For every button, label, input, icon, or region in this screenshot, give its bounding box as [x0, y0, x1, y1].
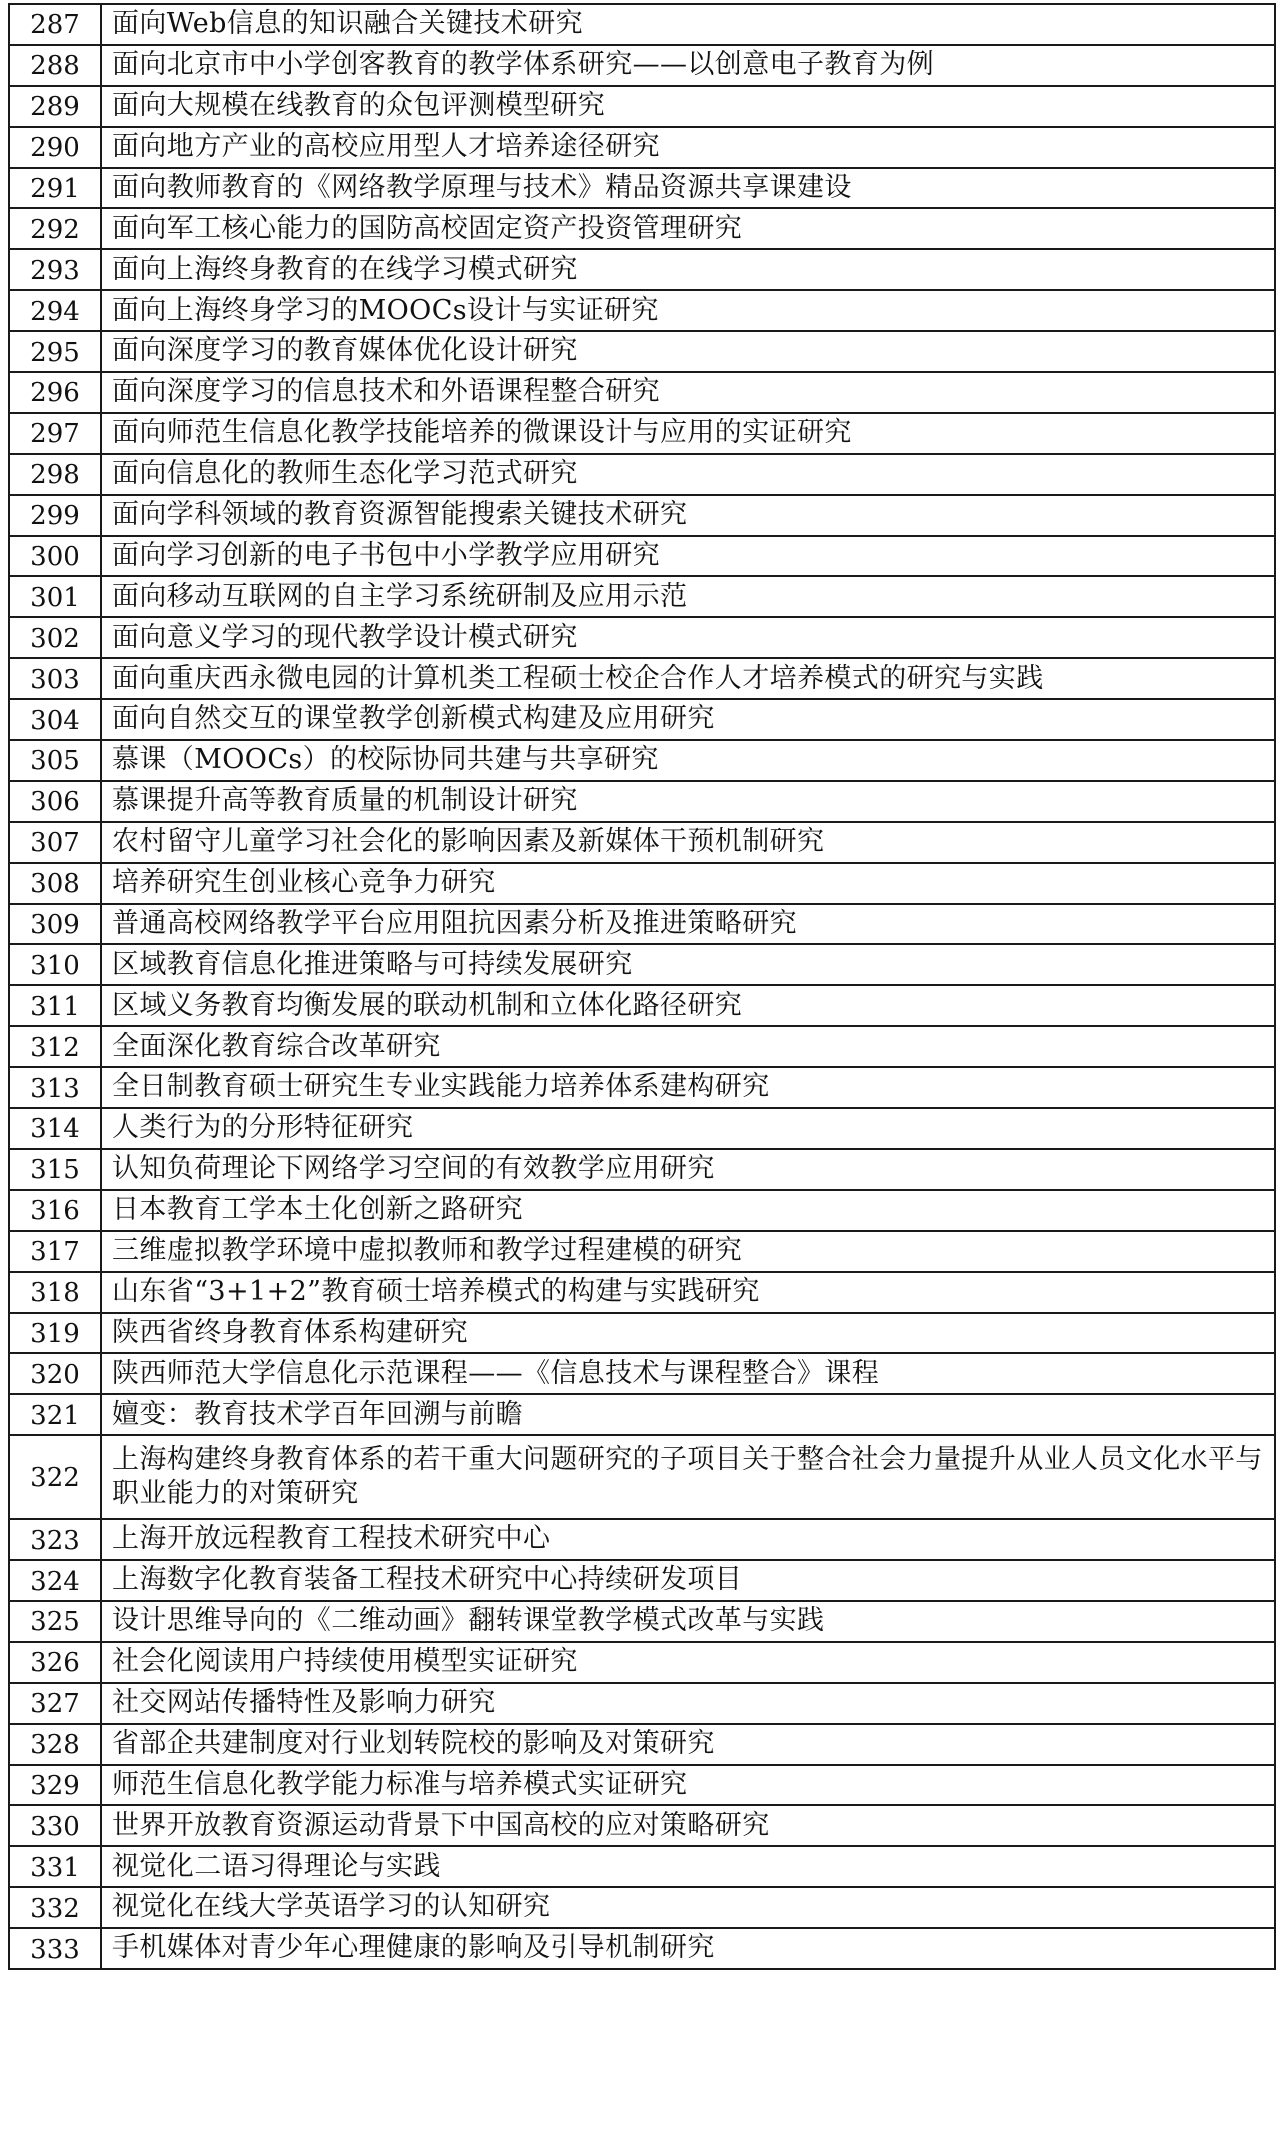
table-row — [9, 1394, 1275, 1435]
table-row — [9, 740, 1275, 781]
table-row — [9, 86, 1275, 127]
row-number-cell: 305 — [9, 740, 101, 781]
table-row — [9, 249, 1275, 290]
table-row — [9, 1560, 1275, 1601]
project-title-cell: 面向重庆西永微电园的计算机类工程硕士校企合作人才培养模式的研究与实践 — [101, 658, 1275, 699]
table-row — [9, 1683, 1275, 1724]
project-title-cell: 面向学科领域的教育资源智能搜索关键技术研究 — [101, 495, 1275, 536]
table-row — [9, 536, 1275, 577]
project-title-cell: 面向上海终身教育的在线学习模式研究 — [101, 249, 1275, 290]
project-title-cell: 上海构建终身教育体系的若干重大问题研究的子项目关于整合社会力量提升从业人员文化水平与职业能力的对策研究 — [101, 1435, 1275, 1519]
row-number-cell: 313 — [9, 1067, 101, 1108]
table-row — [9, 863, 1275, 904]
row-number-cell: 297 — [9, 413, 101, 454]
project-title-cell: 手机媒体对青少年心理健康的影响及引导机制研究 — [101, 1928, 1275, 1969]
row-number-cell: 304 — [9, 699, 101, 740]
row-number-cell: 306 — [9, 781, 101, 822]
row-number-cell: 310 — [9, 944, 101, 985]
row-number-cell: 316 — [9, 1190, 101, 1231]
table-row — [9, 290, 1275, 331]
row-number-cell: 292 — [9, 208, 101, 249]
table-row — [9, 1190, 1275, 1231]
project-title-cell: 面向教师教育的《网络教学原理与技术》精品资源共享课建设 — [101, 168, 1275, 209]
row-number-cell: 291 — [9, 168, 101, 209]
row-number-cell: 326 — [9, 1642, 101, 1683]
table-row — [9, 1313, 1275, 1354]
table-row — [9, 1435, 1275, 1519]
row-number-cell: 312 — [9, 1026, 101, 1067]
project-title-cell: 面向地方产业的高校应用型人才培养途径研究 — [101, 127, 1275, 168]
project-title-cell: 面向北京市中小学创客教育的教学体系研究——以创意电子教育为例 — [101, 45, 1275, 86]
project-title-cell: 慕课提升高等教育质量的机制设计研究 — [101, 781, 1275, 822]
table-row — [9, 822, 1275, 863]
project-title-cell: 上海数字化教育装备工程技术研究中心持续研发项目 — [101, 1560, 1275, 1601]
project-title-cell: 面向深度学习的教育媒体优化设计研究 — [101, 331, 1275, 372]
table-row — [9, 495, 1275, 536]
project-title-cell: 面向Web信息的知识融合关键技术研究 — [101, 4, 1275, 45]
row-number-cell: 289 — [9, 86, 101, 127]
row-number-cell: 303 — [9, 658, 101, 699]
table-row — [9, 699, 1275, 740]
project-title-cell: 三维虚拟教学环境中虚拟教师和教学过程建模的研究 — [101, 1231, 1275, 1272]
row-number-cell: 321 — [9, 1394, 101, 1435]
project-title-cell: 省部企共建制度对行业划转院校的影响及对策研究 — [101, 1724, 1275, 1765]
table-row — [9, 1026, 1275, 1067]
table-row — [9, 168, 1275, 209]
row-number-cell: 294 — [9, 290, 101, 331]
row-number-cell: 295 — [9, 331, 101, 372]
project-title-cell: 面向信息化的教师生态化学习范式研究 — [101, 454, 1275, 495]
project-title-cell: 全面深化教育综合改革研究 — [101, 1026, 1275, 1067]
project-title-cell: 面向学习创新的电子书包中小学教学应用研究 — [101, 536, 1275, 577]
row-number-cell: 287 — [9, 4, 101, 45]
row-number-cell: 330 — [9, 1805, 101, 1846]
project-title-cell: 上海开放远程教育工程技术研究中心 — [101, 1519, 1275, 1560]
project-title-cell: 农村留守儿童学习社会化的影响因素及新媒体干预机制研究 — [101, 822, 1275, 863]
project-title-cell: 陕西省终身教育体系构建研究 — [101, 1313, 1275, 1354]
row-number-cell: 317 — [9, 1231, 101, 1272]
table-row — [9, 1601, 1275, 1642]
table-row — [9, 372, 1275, 413]
row-number-cell: 307 — [9, 822, 101, 863]
table-row — [9, 904, 1275, 945]
project-title-cell: 视觉化在线大学英语学习的认知研究 — [101, 1887, 1275, 1928]
project-title-cell: 嬗变：教育技术学百年回溯与前瞻 — [101, 1394, 1275, 1435]
row-number-cell: 319 — [9, 1313, 101, 1354]
row-number-cell: 309 — [9, 904, 101, 945]
project-title-cell: 面向意义学习的现代教学设计模式研究 — [101, 617, 1275, 658]
table-row — [9, 576, 1275, 617]
row-number-cell: 333 — [9, 1928, 101, 1969]
project-title-cell: 区域义务教育均衡发展的联动机制和立体化路径研究 — [101, 985, 1275, 1026]
row-number-cell: 301 — [9, 576, 101, 617]
project-title-cell: 视觉化二语习得理论与实践 — [101, 1846, 1275, 1887]
project-title-cell: 社会化阅读用户持续使用模型实证研究 — [101, 1642, 1275, 1683]
table-row — [9, 1642, 1275, 1683]
project-title-cell: 区域教育信息化推进策略与可持续发展研究 — [101, 944, 1275, 985]
row-number-cell: 332 — [9, 1887, 101, 1928]
table-row — [9, 1108, 1275, 1149]
project-title-cell: 陕西师范大学信息化示范课程——《信息技术与课程整合》课程 — [101, 1353, 1275, 1394]
project-title-cell: 慕课（MOOCs）的校际协同共建与共享研究 — [101, 740, 1275, 781]
row-number-cell: 296 — [9, 372, 101, 413]
project-title-cell: 普通高校网络教学平台应用阻抗因素分析及推进策略研究 — [101, 904, 1275, 945]
project-title-cell: 社交网站传播特性及影响力研究 — [101, 1683, 1275, 1724]
table-row — [9, 413, 1275, 454]
table-row — [9, 127, 1275, 168]
table-row — [9, 1067, 1275, 1108]
row-number-cell: 299 — [9, 495, 101, 536]
row-number-cell: 302 — [9, 617, 101, 658]
table-row — [9, 1846, 1275, 1887]
row-number-cell: 293 — [9, 249, 101, 290]
project-title-cell: 全日制教育硕士研究生专业实践能力培养体系建构研究 — [101, 1067, 1275, 1108]
project-title-cell: 面向深度学习的信息技术和外语课程整合研究 — [101, 372, 1275, 413]
table-row — [9, 1353, 1275, 1394]
row-number-cell: 298 — [9, 454, 101, 495]
project-list-table — [8, 3, 1276, 1970]
table-row — [9, 944, 1275, 985]
row-number-cell: 314 — [9, 1108, 101, 1149]
project-title-cell: 日本教育工学本土化创新之路研究 — [101, 1190, 1275, 1231]
table-row — [9, 1519, 1275, 1560]
table-row — [9, 617, 1275, 658]
row-number-cell: 327 — [9, 1683, 101, 1724]
project-title-cell: 设计思维导向的《二维动画》翻转课堂教学模式改革与实践 — [101, 1601, 1275, 1642]
project-title-cell: 面向上海终身学习的MOOCs设计与实证研究 — [101, 290, 1275, 331]
row-number-cell: 311 — [9, 985, 101, 1026]
row-number-cell: 329 — [9, 1765, 101, 1806]
table-row — [9, 454, 1275, 495]
table-row — [9, 4, 1275, 45]
table-row — [9, 781, 1275, 822]
project-title-cell: 培养研究生创业核心竞争力研究 — [101, 863, 1275, 904]
row-number-cell: 324 — [9, 1560, 101, 1601]
table-row — [9, 1928, 1275, 1969]
project-title-cell: 师范生信息化教学能力标准与培养模式实证研究 — [101, 1765, 1275, 1806]
project-title-cell: 人类行为的分形特征研究 — [101, 1108, 1275, 1149]
table-row — [9, 1765, 1275, 1806]
project-title-cell: 面向军工核心能力的国防高校固定资产投资管理研究 — [101, 208, 1275, 249]
table-row — [9, 331, 1275, 372]
row-number-cell: 323 — [9, 1519, 101, 1560]
table-row — [9, 45, 1275, 86]
row-number-cell: 290 — [9, 127, 101, 168]
table-row — [9, 208, 1275, 249]
row-number-cell: 320 — [9, 1353, 101, 1394]
project-title-cell: 面向师范生信息化教学技能培养的微课设计与应用的实证研究 — [101, 413, 1275, 454]
row-number-cell: 328 — [9, 1724, 101, 1765]
project-title-cell: 认知负荷理论下网络学习空间的有效教学应用研究 — [101, 1149, 1275, 1190]
table-row — [9, 1805, 1275, 1846]
row-number-cell: 322 — [9, 1435, 101, 1519]
table-row — [9, 1724, 1275, 1765]
row-number-cell: 288 — [9, 45, 101, 86]
row-number-cell: 315 — [9, 1149, 101, 1190]
project-title-cell: 面向大规模在线教育的众包评测模型研究 — [101, 86, 1275, 127]
row-number-cell: 308 — [9, 863, 101, 904]
row-number-cell: 331 — [9, 1846, 101, 1887]
project-title-cell: 山东省“3+1+2”教育硕士培养模式的构建与实践研究 — [101, 1272, 1275, 1313]
row-number-cell: 318 — [9, 1272, 101, 1313]
project-title-cell: 面向自然交互的课堂教学创新模式构建及应用研究 — [101, 699, 1275, 740]
project-title-cell: 面向移动互联网的自主学习系统研制及应用示范 — [101, 576, 1275, 617]
row-number-cell: 300 — [9, 536, 101, 577]
table-body — [9, 4, 1275, 1969]
table-row — [9, 1272, 1275, 1313]
table-row — [9, 1887, 1275, 1928]
table-row — [9, 1231, 1275, 1272]
table-row — [9, 985, 1275, 1026]
table-row — [9, 658, 1275, 699]
table-row — [9, 1149, 1275, 1190]
project-title-cell: 世界开放教育资源运动背景下中国高校的应对策略研究 — [101, 1805, 1275, 1846]
row-number-cell: 325 — [9, 1601, 101, 1642]
